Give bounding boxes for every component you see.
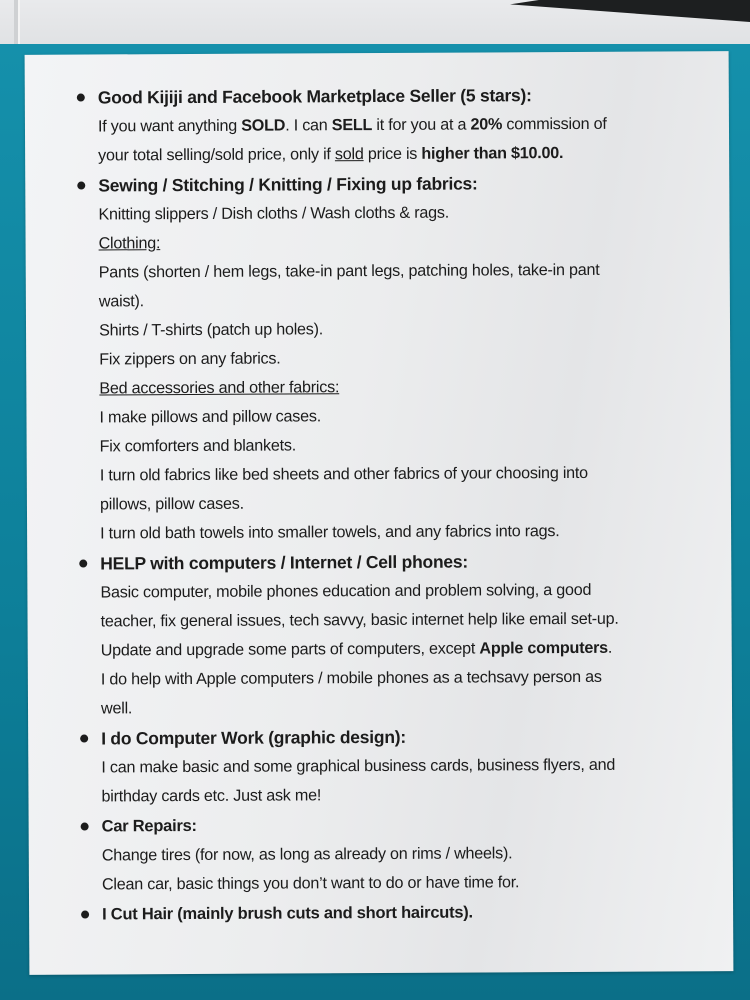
heading-text: I do Computer Work (graphic design):: [101, 726, 406, 749]
bullet-icon: [80, 735, 88, 743]
heading-text: Good Kijiji and Facebook Marketplace Seller (5 stars):: [97, 85, 532, 108]
text: . I can: [285, 116, 332, 135]
body-line: Fix comforters and blankets.: [99, 436, 297, 456]
section-heading: [101, 720, 726, 753]
body-line: Clean car, basic things you don’t want to do or have time for.: [101, 873, 520, 894]
section-marketplace-seller: [73, 79, 723, 170]
body-line: I do help with Apple computers / mobile phones as a techsavy person as: [100, 667, 602, 689]
text: commission of: [502, 114, 607, 134]
body-line: I can make basic and some graphical business cards, business flyers, and: [101, 755, 616, 777]
body-line: Change tires (for now, as long as already on rims / wheels).: [101, 844, 513, 865]
section-graphic-design: [76, 720, 726, 811]
underlined-sold: sold: [334, 145, 364, 164]
emphasis-apple: Apple computers: [479, 638, 608, 658]
bullet-icon: [81, 911, 89, 919]
section-car-repairs: [77, 808, 727, 899]
emphasis-min-price: higher than $10.00.: [421, 144, 564, 163]
body-line: Basic computer, mobile phones education and problem solving, a good: [100, 580, 592, 602]
text: your total selling/sold price, only if: [98, 145, 335, 165]
text: .: [607, 638, 613, 657]
body-line: pillows, pillow cases.: [99, 494, 244, 514]
subheading-clothing: Clothing:: [98, 234, 161, 253]
heading-text: I Cut Hair (mainly brush cuts and short haircuts).: [102, 903, 473, 924]
body-line: waist).: [98, 292, 144, 311]
body-line: I make pillows and pillow cases.: [99, 407, 321, 427]
bullet-icon: [77, 182, 85, 190]
paper-fold-edge: [14, 0, 20, 50]
text: Update and upgrade some parts of computers, except: [100, 639, 480, 660]
section-heading: [98, 79, 723, 112]
body-line: teacher, fix general issues, tech savvy, basic internet help like email set-up.: [100, 609, 619, 631]
section-heading: [98, 167, 723, 200]
body-line: Pants (shorten / hem legs, take-in pant legs, patching holes, take-in pant: [98, 260, 600, 282]
section-heading: [102, 808, 727, 841]
section-heading: [100, 545, 725, 578]
heading-text: Sewing / Stitching / Knitting / Fixing up fabrics:: [98, 173, 478, 196]
section-computer-help: [75, 545, 726, 723]
emphasis-sold: SOLD: [241, 116, 286, 135]
body-line: I turn old fabrics like bed sheets and other fabrics of your choosing into: [99, 463, 588, 485]
body-line: Shirts / T-shirts (patch up holes).: [98, 320, 324, 340]
body-line: Fix zippers on any fabrics.: [99, 349, 281, 369]
body-line: [98, 109, 723, 141]
heading-text: HELP with computers / Internet / Cell phones:: [100, 551, 468, 574]
section-heading: [102, 896, 727, 929]
flyer-sheet: [25, 51, 734, 975]
body-line: Knitting slippers / Dish cloths / Wash cloths & rags.: [98, 203, 449, 224]
body-line: birthday cards etc. Just ask me!: [101, 786, 322, 806]
body-line: I turn old bath towels into smaller towels, and any fabrics into rags.: [100, 522, 560, 543]
emphasis-commission: 20%: [470, 115, 503, 134]
bullet-icon: [79, 560, 87, 568]
body-line: [98, 138, 723, 170]
bullet-icon: [77, 94, 85, 102]
body-line: [101, 633, 726, 665]
text: it for you at a: [372, 115, 471, 135]
body-line: well.: [100, 699, 133, 718]
text: If you want anything: [97, 116, 242, 136]
subheading-bed-accessories: Bed accessories and other fabrics:: [99, 378, 340, 398]
flyer-content: [73, 79, 727, 929]
heading-text: Car Repairs:: [101, 816, 197, 836]
section-haircut: [77, 896, 727, 929]
text: price is: [363, 144, 422, 164]
section-sewing: [73, 167, 725, 548]
emphasis-sell: SELL: [331, 116, 373, 135]
bullet-icon: [81, 823, 89, 831]
